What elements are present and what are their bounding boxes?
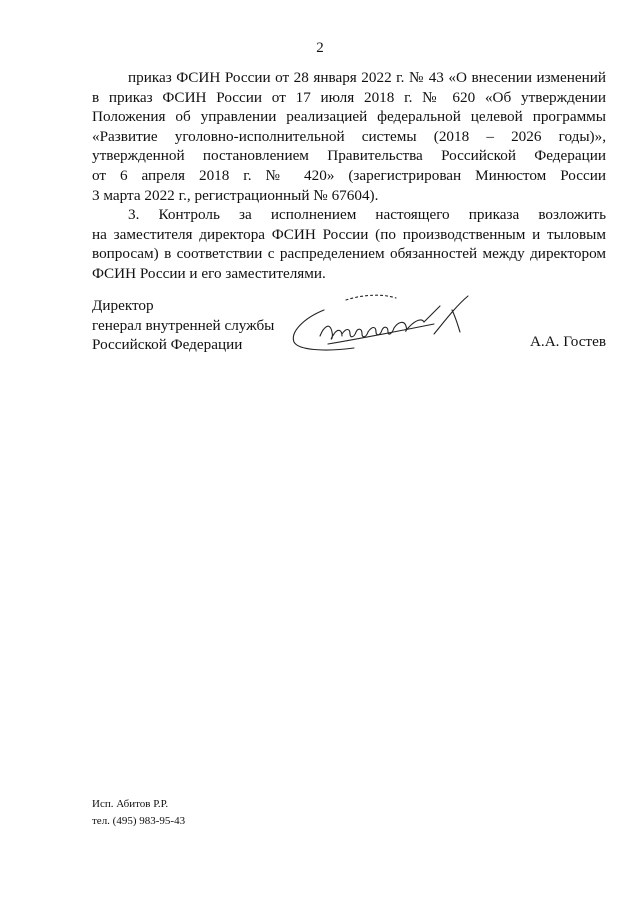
handwritten-signature [284, 288, 484, 358]
paragraph-1-line: утвержденной постановлением Правительства Российской Федерации [92, 147, 606, 165]
document-body [92, 68, 606, 284]
paragraph-2-line: ФСИН России и его заместителями. [92, 264, 326, 282]
executor-name: Исп. Абитов Р.Р. [92, 798, 169, 810]
executor-info [92, 796, 185, 830]
paragraph-1-line: приказ ФСИН России от 28 января 2022 г. № 43 «О внесении изменений [128, 69, 606, 86]
signer-name: А.А. Гостев [529, 333, 606, 350]
paragraph-1 [92, 68, 606, 205]
paragraph-1-line: «Развитие уголовно-исполнительной системы (2018 – 2026 годы)», [92, 127, 606, 145]
paragraph-2-line: вопросам) в соответствии с распределением обязанностей между директором [92, 245, 606, 263]
paragraph-1-line: в приказ ФСИН России от 17 июля 2018 г. № 620 «Об утверждении [92, 88, 606, 106]
executor-phone: тел. (495) 983-95-43 [92, 815, 186, 827]
paragraph-2-line: на заместителя директора ФСИН России (по производственным и тыловым [92, 225, 606, 243]
position-line: Директор [92, 297, 154, 314]
paragraph-2 [92, 205, 606, 283]
position-line: генерал внутренней службы [92, 316, 275, 334]
paragraph-1-line: Положения об управлении реализацией федеральной целевой программы [92, 108, 606, 126]
paragraph-1-line: 3 марта 2022 г., регистрационный № 67604). [92, 186, 379, 204]
page-number: 2 [316, 40, 324, 56]
paragraph-2-line: 3. Контроль за исполнением настоящего приказа возложить [128, 206, 606, 224]
paragraph-1-line: от 6 апреля 2018 г. № 420» (зарегистрирован Минюстом России [92, 166, 606, 184]
position-line: Российской Федерации [92, 336, 243, 354]
